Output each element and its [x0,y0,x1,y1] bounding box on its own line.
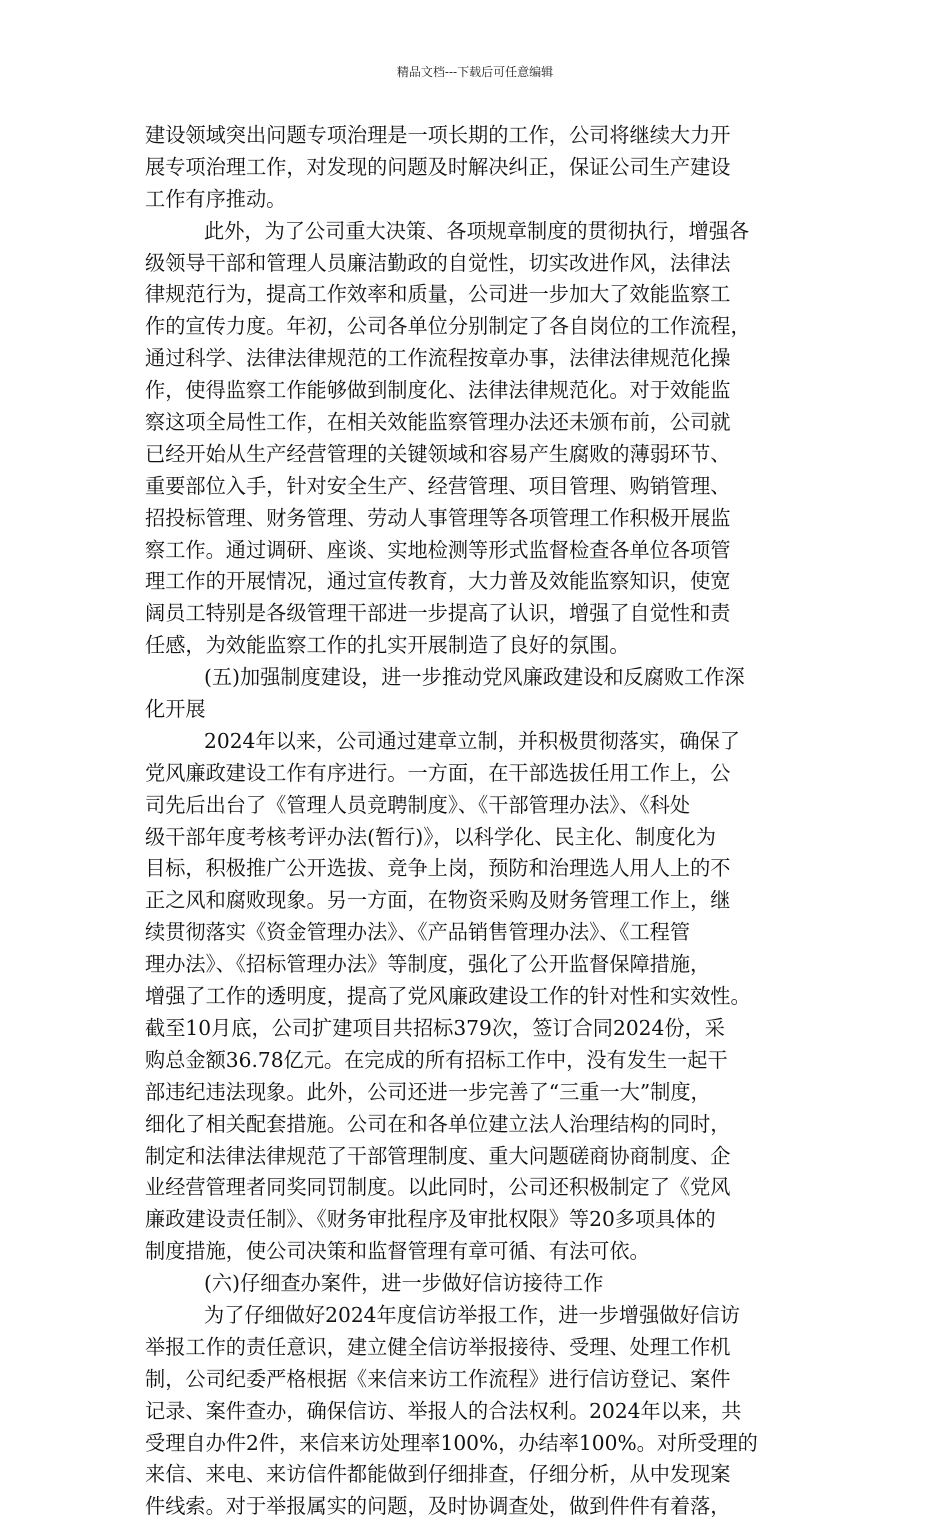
text-line: 来信、来电、来访信件都能做到仔细排查，仔细分析，从中发现案 [145,1462,731,1487]
text-line: 目标，积极推广公开选拔、竞争上岗，预防和治理选人用人上的不 [145,856,731,881]
text-line: 正之风和腐败现象。另一方面，在物资采购及财务管理工作上，继 [145,888,731,913]
text-line: 制，公司纪委严格根据《来信来访工作流程》进行信访登记、案件 [145,1366,731,1391]
text-line: 制度措施，使公司决策和监督管理有章可循、有法可依。 [145,1239,650,1264]
text-line: 制定和法律法律规范了干部管理制度、重大问题磋商协商制度、企 [145,1143,731,1168]
text-line: 重要部位入手，针对安全生产、经营管理、项目管理、购销管理、 [145,473,731,498]
text-line: 化开展 [145,697,206,722]
text-line: 廉政建设责任制》、《财务审批程序及审批权限》等20多项具体的 [145,1207,716,1232]
text-line: 级干部年度考核考评办法(暂行)》，以科学化、民主化、制度化为 [145,824,716,849]
text-line: 为了仔细做好2024年度信访举报工作，进一步增强做好信访 [204,1302,740,1327]
text-line: (五)加强制度建设，进一步推动党风廉政建设和反腐败工作深 [204,665,745,690]
text-line: 购总金额36.78亿元。在完成的所有招标工作中，没有发生一起干 [145,1047,728,1072]
text-line: 察工作。通过调研、座谈、实地检测等形式监督检查各单位各项管 [145,537,731,562]
text-line: 此外，为了公司重大决策、各项规章制度的贯彻执行，增强各 [204,218,750,243]
text-line: 记录、案件查办，确保信访、举报人的合法权利。2024年以来，共 [145,1398,742,1423]
document-body [145,120,809,1523]
text-line: 工作有序推动。 [145,186,287,211]
text-line: 2024年以来，公司通过建章立制，并积极贯彻落实，确保了 [204,728,740,753]
text-line: 察这项全局性工作，在相关效能监察管理办法还未颁布前，公司就 [145,410,731,435]
text-line: 司先后出台了《管理人员竞聘制度》、《干部管理办法》、《科处 [145,792,691,817]
text-line: 已经开始从生产经营管理的关键领域和容易产生腐败的薄弱环节、 [145,441,731,466]
text-line: 招投标管理、财务管理、劳动人事管理等各项管理工作积极开展监 [145,505,731,530]
text-line: 通过科学、法律法律规范的工作流程按章办事，法律法律规范化操 [145,346,731,371]
text-line: 细化了相关配套措施。公司在和各单位建立法人治理结构的同时， [145,1111,731,1136]
text-line: 件线索。对于举报属实的问题，及时协调查处，做到件件有着落， [145,1494,731,1519]
text-line: 级领导干部和管理人员廉洁勤政的自觉性，切实改进作风，法律法 [145,250,731,275]
text-line: 任感，为效能监察工作的扎实开展制造了良好的氛围。 [145,633,630,658]
text-line: 理工作的开展情况，通过宣传教育，大力普及效能监察知识，使宽 [145,569,731,594]
text-line: (六)仔细查办案件，进一步做好信访接待工作 [204,1271,604,1296]
text-line: 作的宣传力度。年初，公司各单位分别制定了各自岗位的工作流程， [145,314,751,339]
text-line: 理办法》、《招标管理办法》等制度，强化了公开监督保障措施， [145,952,711,977]
text-line: 举报工作的责任意识，建立健全信访举报接待、受理、处理工作机 [145,1334,731,1359]
page-header: 精品文档---下载后可任意编辑 [396,65,554,79]
text-line: 部违纪违法现象。此外，公司还进一步完善了“三重一大”制度， [145,1079,711,1104]
text-line: 作，使得监察工作能够做到制度化、法律法律规范化。对于效能监 [145,378,731,403]
text-line: 阔员工特别是各级管理干部进一步提高了认识，增强了自觉性和责 [145,601,731,626]
text-line: 续贯彻落实《资金管理办法》、《产品销售管理办法》、《工程管 [145,920,691,945]
text-line: 建设领域突出问题专项治理是一项长期的工作，公司将继续大力开 [145,123,731,147]
text-line: 党风廉政建设工作有序进行。一方面，在干部选拔任用工作上，公 [145,760,731,785]
text-line: 受理自办件2件，来信来访处理率100%，办结率100%。对所受理的 [145,1430,758,1455]
text-line: 业经营管理者同奖同罚制度。以此同时，公司还积极制定了《党风 [145,1175,731,1200]
text-line: 展专项治理工作，对发现的问题及时解决纠正，保证公司生产建设 [145,154,731,179]
text-line: 律规范行为，提高工作效率和质量，公司进一步加大了效能监察工 [145,282,731,307]
text-line: 截至10月底，公司扩建项目共招标379次，签订合同2024份，采 [145,1015,725,1040]
text-line: 增强了工作的透明度，提高了党风廉政建设工作的针对性和实效性。 [145,984,751,1009]
